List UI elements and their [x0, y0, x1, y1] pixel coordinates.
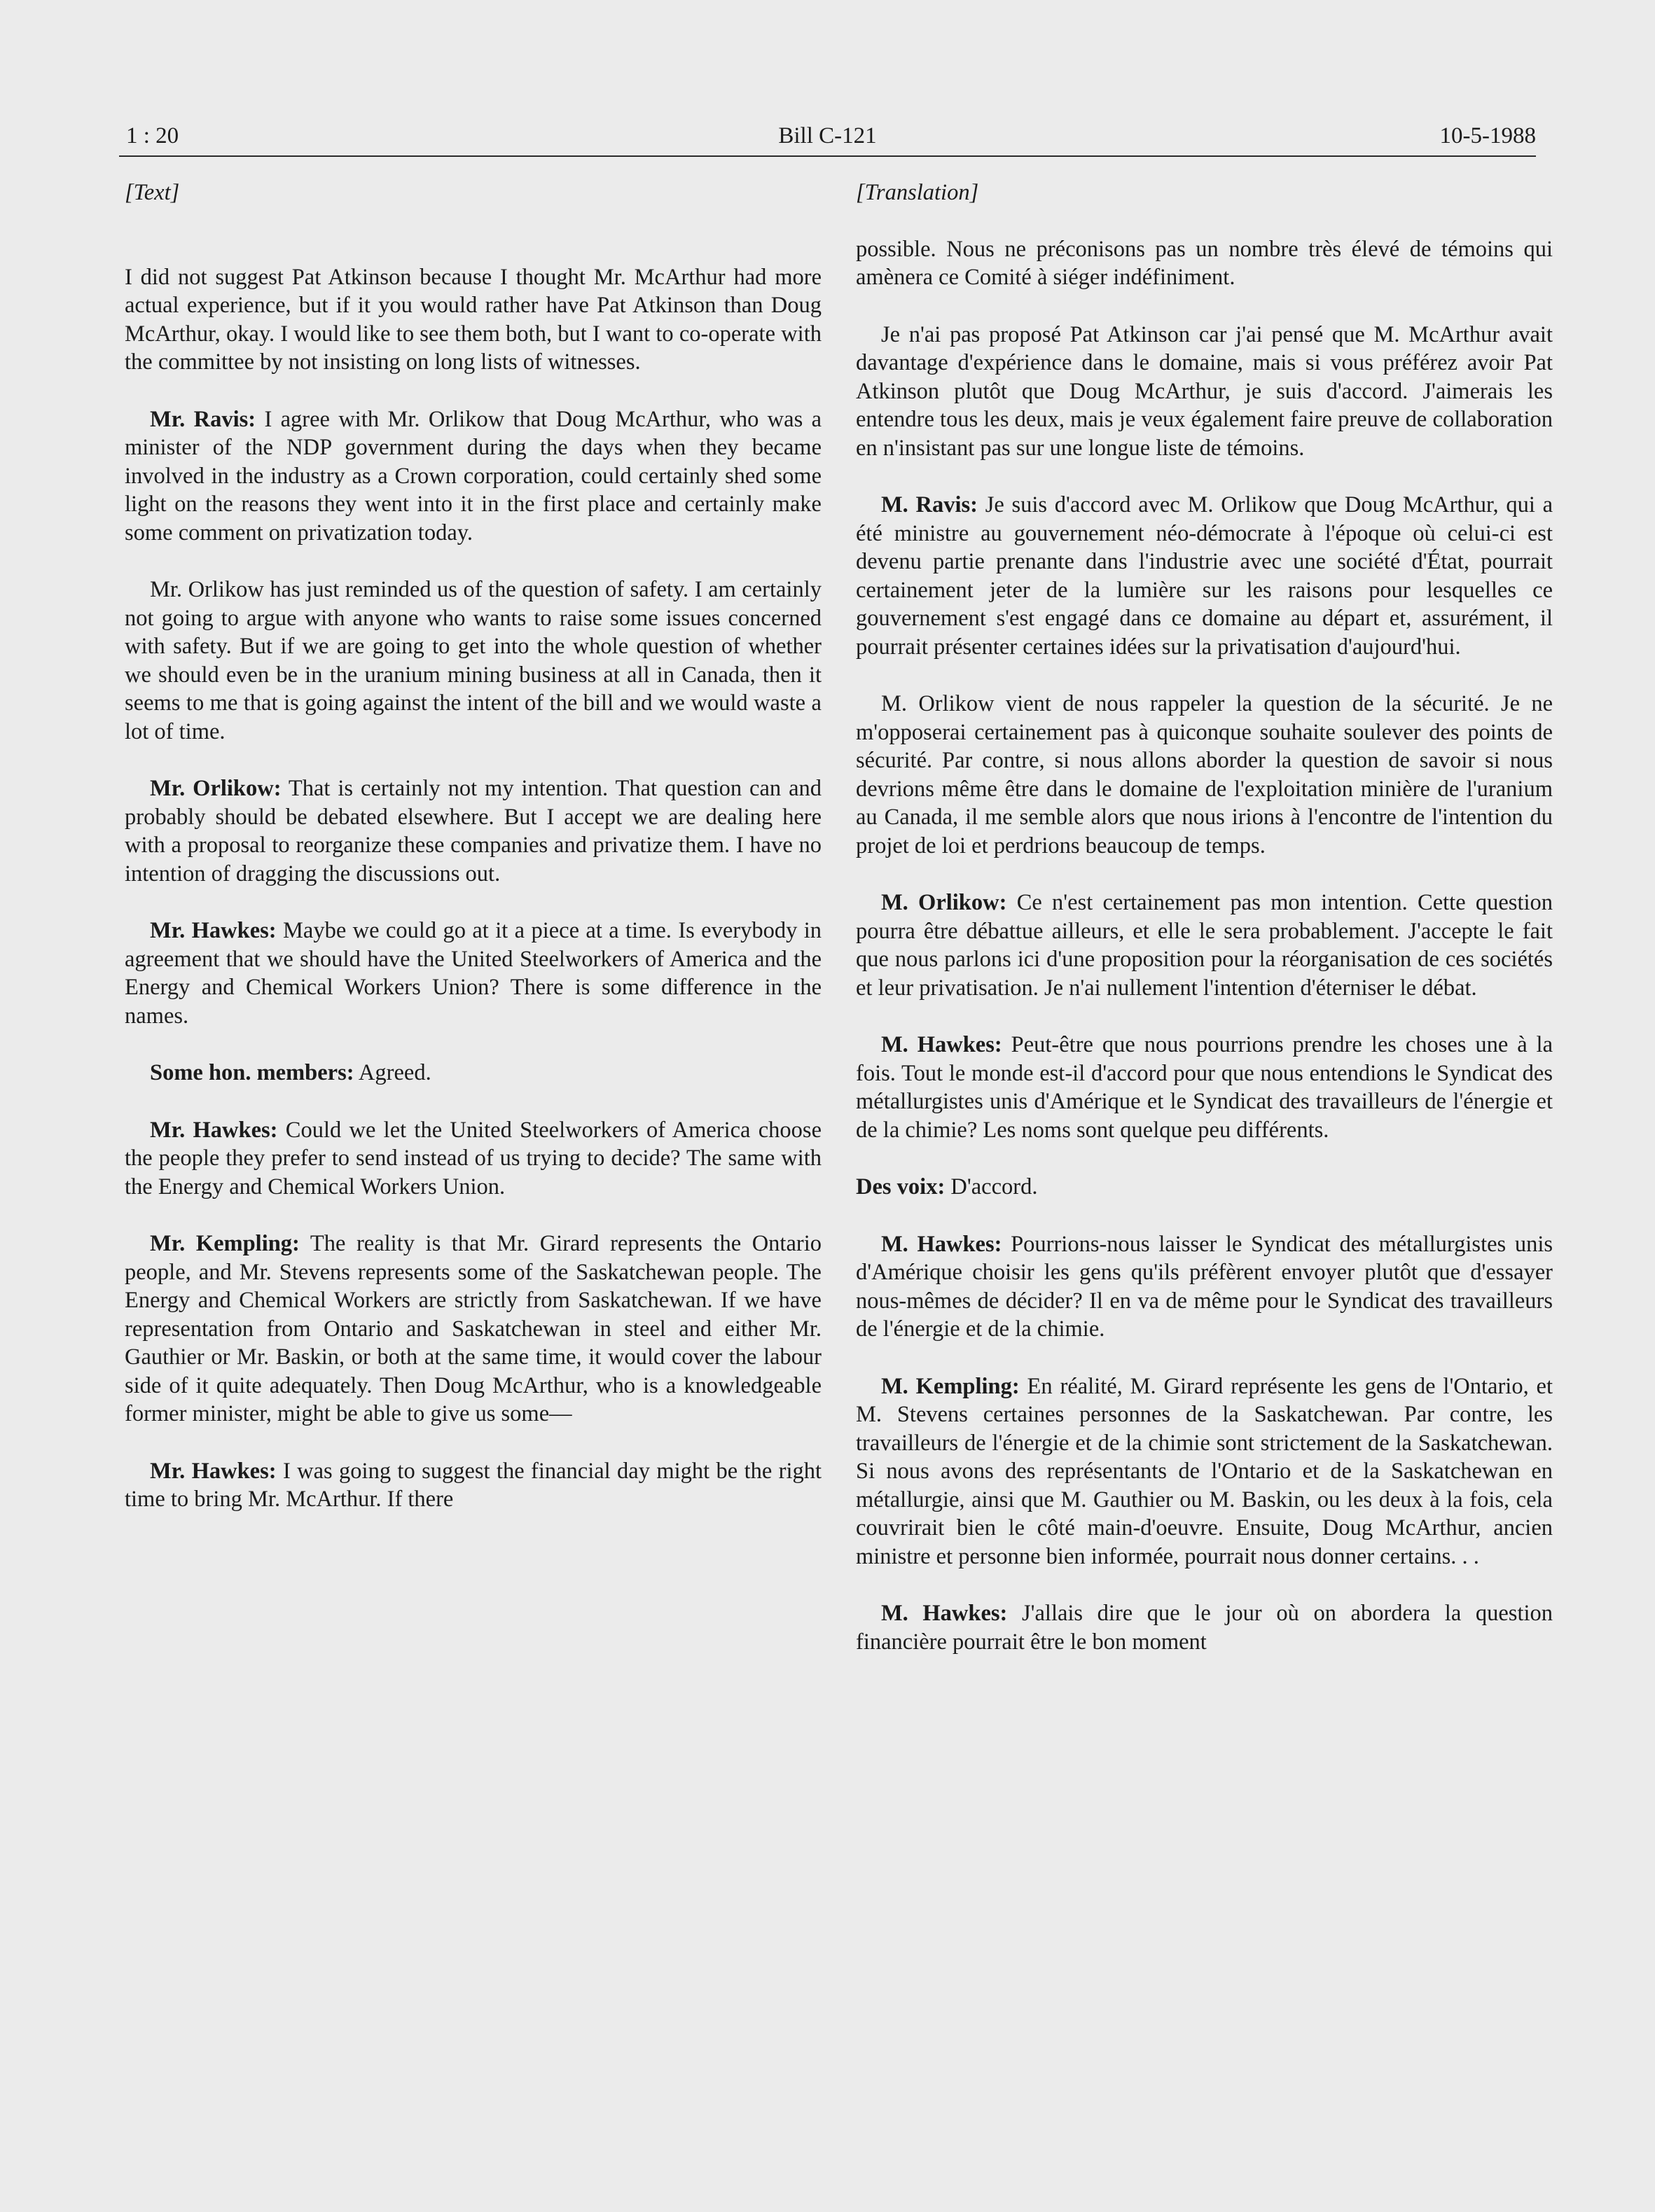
paragraph-text: The reality is that Mr. Girard represents the Ontario people, and Mr. Stevens represents some of the Saskatchewan people. The Energy and Chemical Workers are strictly from Saskatchewan. If we have representation from Ontario and Saskatchewan in steel and either Mr. Gauthier or Mr. Baskin, or both at the same time, it would cover the labour side of it quite adequately. Then Doug McArthur, who is a knowledgeable former minister, might be able to give us some— [125, 1231, 822, 1426]
speaker: M. Hawkes: [881, 1231, 1002, 1257]
paragraph [856, 690, 1553, 860]
paragraph [125, 1457, 822, 1514]
paragraph-text: Je n'ai pas proposé Pat Atkinson car j'ai pensé que M. McArthur avait davantage d'expérience dans le domaine, mais si vous préférez avoir Pat Atkinson plutôt que Doug McArthur, je suis d'accord. J'aimerais les entendre tous les deux, mais je veux également faire preuve de collaboration en n'insistant pas sur une longue liste de témoins. [856, 321, 1553, 461]
speaker: Mr. Ravis: [150, 406, 256, 432]
speaker: Mr. Hawkes: [150, 1458, 277, 1484]
speaker: Some hon. members: [150, 1060, 354, 1085]
page-header [119, 123, 1536, 158]
header-rule [119, 155, 1536, 157]
paragraph [856, 321, 1553, 463]
paragraph [856, 1173, 1553, 1202]
paragraph-text: Maybe we could go at it a piece at a time. Is everybody in agreement that we should have the United Steelworkers of America and the Energy and Chemical Workers Union? There is some difference in the names. [125, 918, 822, 1029]
translation-tag: [Translation] [856, 180, 979, 205]
text-tag: [Text] [125, 180, 180, 205]
paragraph [856, 1031, 1553, 1144]
paragraph-text: possible. Nous ne préconisons pas un nombre très élevé de témoins qui amènera ce Comité à siéger indéfiniment. [856, 236, 1553, 290]
paragraph-text: Je suis d'accord avec M. Orlikow que Doug McArthur, qui a été ministre au gouvernement néo-démocrate à l'époque où celui-ci est devenu partie prenante dans l'industrie avec une société d'État, pourrait certainement jeter de la lumière sur les raisons pour lesquelles ce gouvernement s'est engagé dans ce domaine au départ et, assurément, il pourrait présenter certaines idées sur la privatisation d'aujourd'hui. [856, 492, 1553, 660]
paragraph-text: Agreed. [358, 1060, 431, 1085]
paragraph-text: Pourrions-nous laisser le Syndicat des métallurgistes unis d'Amérique choisir les gens qu'ils préfèrent envoyer plutôt que d'essayer nous-mêmes de décider? Il en va de même pour le Syndicat des travailleurs de l'énergie et de la chimie. [856, 1231, 1553, 1342]
paragraph [125, 263, 822, 377]
paragraph-text: Could we let the United Steelworkers of America choose the people they prefer to send instead of us trying to decide? The same with the Energy and Chemical Workers Union. [125, 1117, 822, 1199]
paragraph [125, 917, 822, 1030]
paragraph-text: That is certainly not my intention. That question can and probably should be debated elsewhere. But I accept we are dealing here with a proposal to reorganize these companies and privatize them. I have no intention of dragging the discussions out. [125, 776, 822, 886]
speaker: M. Ravis: [881, 492, 978, 517]
speaker: M. Kempling: [881, 1373, 1020, 1399]
bill-title: Bill C-121 [778, 123, 877, 148]
paragraph [856, 235, 1553, 292]
speaker: Des voix: [856, 1174, 946, 1199]
speaker: Mr. Orlikow: [150, 776, 282, 801]
paragraph [125, 1116, 822, 1202]
paragraph [125, 774, 822, 888]
paragraph [856, 889, 1553, 1002]
paragraph-text: Peut-être que nous pourrions prendre les choses une à la fois. Tout le monde est-il d'accord pour que nous entendions le Syndicat des métallurgistes unis d'Amérique et le Syndicat des travailleurs de l'énergie et de la chimie? Les noms sont quelque peu différents. [856, 1032, 1553, 1143]
speaker: M. Hawkes: [881, 1032, 1002, 1057]
paragraph-text: Ce n'est certainement pas mon intention. Cette question pourra être débattue ailleurs, et elle le sera probablement. J'accepte le fait que nous parlons ici d'une proposition pour la réorganisation de ces sociétés et leur privatisation. Je n'ai nullement l'intention d'éterniser le débat. [856, 890, 1553, 1001]
paragraph [856, 1230, 1553, 1344]
french-column [856, 179, 1553, 1685]
paragraph [856, 1599, 1553, 1656]
speaker: M. Hawkes: [881, 1601, 1008, 1626]
speaker: M. Orlikow: [881, 890, 1007, 915]
paragraph-text: Mr. Orlikow has just reminded us of the question of safety. I am certainly not going to argue with anyone who wants to raise some issues concerned with safety. But if we are going to get into the whole question of whether we should even be in the uranium mining business at all in Canada, then it seems to me that is going against the intent of the bill and we would waste a lot of time. [125, 577, 822, 744]
paragraph-text: I did not suggest Pat Atkinson because I thought Mr. McArthur had more actual experience, but if it you would rather have Pat Atkinson than Doug McArthur, okay. I would like to see them both, but I want to co-operate with the committee by not insisting on long lists of witnesses. [125, 264, 822, 375]
paragraph-text: M. Orlikow vient de nous rappeler la question de la sécurité. Je ne m'opposerai certainement pas à quiconque souhaite soulever des points de sécurité. Par contre, si nous allons aborder la question de savoir si nous devrions même être dans le domaine de l'exploitation minière de l'uranium au Canada, il me semble alors que nous irions à l'encontre de l'intention du projet de loi et perdrions beaucoup de temps. [856, 691, 1553, 858]
paragraph-text: J'allais dire que le jour où on abordera la question financière pourrait être le bon moment [856, 1601, 1553, 1655]
paragraph [856, 1372, 1553, 1571]
english-column [125, 179, 822, 1543]
page-number: 1 : 20 [126, 123, 179, 148]
paragraph-text: D'accord. [950, 1174, 1038, 1199]
paragraph-text: I agree with Mr. Orlikow that Doug McArthur, who was a minister of the NDP government during the days when they became involved in the industry as a Crown corporation, could certainly shed some light on the reasons they went into it in the first place and certainly make some comment on privatization today. [125, 406, 822, 545]
paragraph-text: En réalité, M. Girard représente les gens de l'Ontario, et M. Stevens certaines personnes de la Saskatchewan. Par contre, les travailleurs de l'énergie et de la chimie sont strictement de la Saskatchewan. Si nous avons des représentants de l'Ontario et de la Saskatchewan en métallurgie, ainsi que M. Gauthier ou M. Baskin, ou les deux à la fois, cela couvrirait bien le côté main-d'oeuvre. Ensuite, Doug McArthur, ancien ministre et personne bien informée, pourrait nous donner certains. . . [856, 1373, 1553, 1569]
sitting-date: 10-5-1988 [1439, 123, 1536, 148]
paragraph-text: I was going to suggest the financial day might be the right time to bring Mr. McArthur. If there [125, 1458, 822, 1512]
paragraph [125, 1059, 822, 1087]
paragraph [125, 1230, 822, 1428]
paragraph [125, 405, 822, 548]
paragraph [125, 576, 822, 746]
speaker: Mr. Kempling: [150, 1231, 300, 1256]
speaker: Mr. Hawkes: [150, 1117, 278, 1143]
speaker: Mr. Hawkes: [150, 918, 277, 943]
paragraph [856, 491, 1553, 661]
